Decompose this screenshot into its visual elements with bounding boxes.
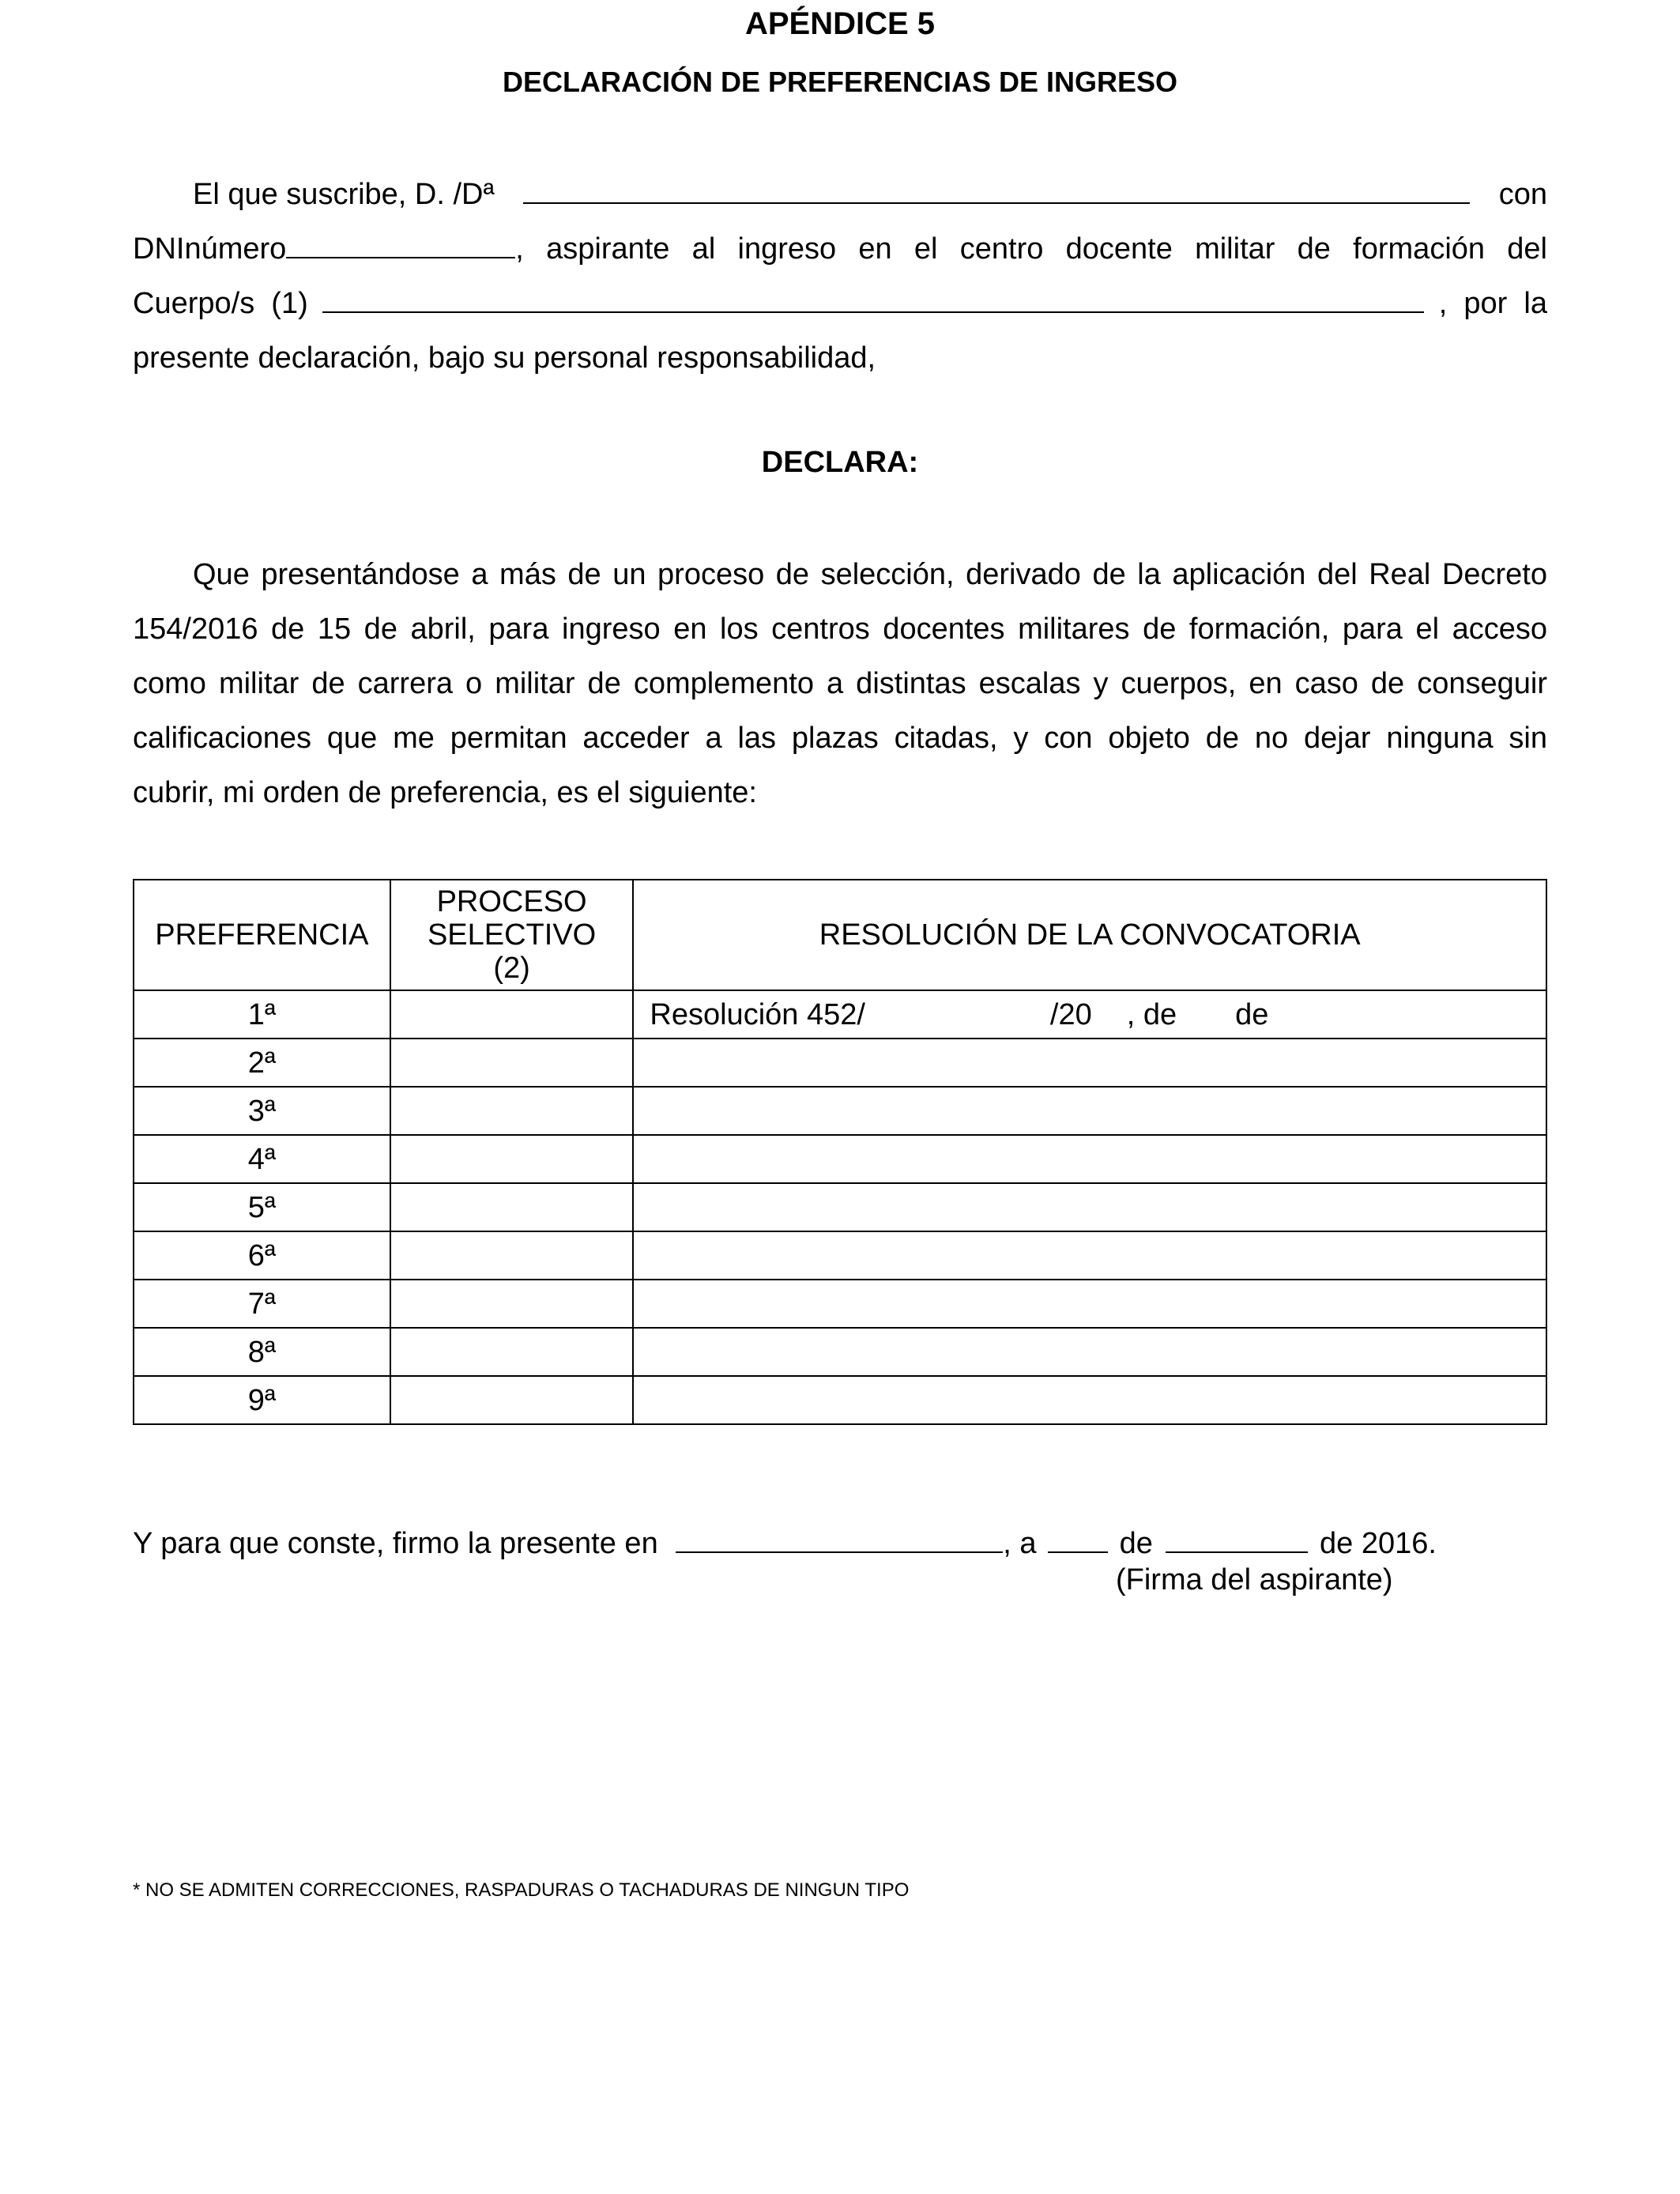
day-blank-field[interactable] bbox=[1048, 1525, 1108, 1553]
row-proceso-cell[interactable] bbox=[390, 1183, 634, 1231]
row-preference-number: 4ª bbox=[134, 1135, 390, 1183]
table-row bbox=[134, 1280, 1546, 1328]
name-blank-field[interactable] bbox=[523, 175, 1470, 204]
row-proceso-cell[interactable] bbox=[390, 1328, 634, 1376]
body-line-2: 154/2016 de 15 de abril, para ingreso en los centros docentes militares de formación, para el acceso bbox=[133, 613, 1547, 646]
intro-line-2-rest bbox=[515, 230, 1547, 268]
table-row bbox=[134, 1087, 1546, 1135]
declara-heading: DECLARA: bbox=[761, 446, 919, 479]
dni-blank-field[interactable] bbox=[286, 230, 515, 258]
intro-dni-label: DNI bbox=[133, 232, 185, 266]
table-row bbox=[134, 1039, 1546, 1087]
closing-a: , a bbox=[1003, 1527, 1037, 1560]
row-resolucion-cell[interactable] bbox=[633, 1039, 1546, 1087]
table-header-row bbox=[134, 880, 1546, 990]
header-preferencia: PREFERENCIA bbox=[134, 880, 390, 990]
body-line-5: cubrir, mi orden de preferencia, es el siguiente: bbox=[133, 776, 757, 809]
row-proceso-cell[interactable] bbox=[390, 990, 634, 1039]
row-resolucion-cell[interactable] bbox=[633, 1376, 1546, 1424]
resolucion-text-3: , de bbox=[1126, 997, 1177, 1031]
intro-numero-label: número bbox=[184, 232, 287, 266]
row-proceso-cell[interactable] bbox=[390, 1231, 634, 1280]
signature-label: (Firma del aspirante) bbox=[1116, 1563, 1393, 1596]
row-proceso-cell[interactable] bbox=[390, 1039, 634, 1087]
header-proceso-selectivo bbox=[390, 880, 634, 990]
place-blank-field[interactable] bbox=[676, 1525, 1003, 1553]
header-resolucion: RESOLUCIÓN DE LA CONVOCATORIA bbox=[633, 880, 1546, 990]
body-line-3: como militar de carrera o militar de complemento a distintas escalas y cuerpos, en caso de conseguir bbox=[133, 667, 1547, 700]
table-row bbox=[134, 1135, 1546, 1183]
intro-line-3 bbox=[133, 285, 1547, 322]
closing-de: de bbox=[1119, 1527, 1153, 1560]
table-row bbox=[134, 1231, 1546, 1280]
table-row bbox=[134, 1376, 1546, 1424]
intro-con-label: con bbox=[1498, 178, 1547, 211]
row-preference-number: 7ª bbox=[134, 1280, 390, 1328]
resolucion-text-1: Resolución 452/ bbox=[650, 997, 865, 1031]
intro-line-2 bbox=[133, 230, 1547, 268]
row-resolucion-cell[interactable] bbox=[633, 1328, 1546, 1376]
intro-cuerpos-label: Cuerpo/s (1) bbox=[133, 287, 308, 320]
appendix-heading: APÉNDICE 5 bbox=[744, 6, 936, 41]
row-proceso-cell[interactable] bbox=[390, 1376, 634, 1424]
intro-aspirante-text: , aspirante al ingreso en el centro docente militar de formación del bbox=[515, 232, 1547, 266]
table-row bbox=[134, 1328, 1546, 1376]
body-line-4: calificaciones que me permitan acceder a las plazas citadas, y con objeto de no dejar ninguna sin bbox=[133, 722, 1547, 755]
resolucion-text-4: de bbox=[1235, 997, 1269, 1031]
document-title: DECLARACIÓN DE PREFERENCIAS DE INGRESO bbox=[502, 66, 1178, 98]
intro-name-label: El que suscribe, D. /Dª bbox=[193, 178, 495, 211]
row-preference-number: 5ª bbox=[134, 1183, 390, 1231]
cuerpos-blank-field[interactable] bbox=[322, 285, 1424, 313]
body-line-1: Que presentándose a más de un proceso de selección, derivado de la aplicación del Real Decreto bbox=[193, 558, 1547, 591]
row-proceso-cell[interactable] bbox=[390, 1280, 634, 1328]
closing-prefix: Y para que conste, firmo la presente en bbox=[133, 1527, 658, 1560]
preferences-table bbox=[133, 879, 1547, 1425]
intro-line-1 bbox=[133, 175, 1547, 213]
intro-line-4: presente declaración, bajo su personal responsabilidad, bbox=[133, 341, 876, 375]
row-resolucion-cell[interactable] bbox=[633, 1280, 1546, 1328]
month-blank-field[interactable] bbox=[1166, 1525, 1308, 1553]
footnote: * NO SE ADMITEN CORRECCIONES, RASPADURAS O TACHADURAS DE NINGUN TIPO bbox=[133, 1879, 910, 1901]
row-resolucion-cell[interactable] bbox=[633, 1183, 1546, 1231]
row-preference-number: 6ª bbox=[134, 1231, 390, 1280]
intro-por-la-label: , por la bbox=[1438, 287, 1547, 320]
row-preference-number: 2ª bbox=[134, 1039, 390, 1087]
row-resolucion-cell[interactable] bbox=[633, 1231, 1546, 1280]
row-preference-number: 3ª bbox=[134, 1087, 390, 1135]
closing-year: de 2016. bbox=[1320, 1527, 1437, 1560]
header-proceso-line3: (2) bbox=[493, 952, 530, 985]
row-proceso-cell[interactable] bbox=[390, 1135, 634, 1183]
table-row bbox=[134, 1183, 1546, 1231]
row-proceso-cell[interactable] bbox=[390, 1087, 634, 1135]
header-proceso-line2: SELECTIVO bbox=[427, 918, 597, 952]
row-resolucion-cell[interactable] bbox=[633, 1135, 1546, 1183]
header-proceso-line1: PROCESO bbox=[436, 885, 587, 918]
row-preference-number: 9ª bbox=[134, 1376, 390, 1424]
row-resolucion-cell[interactable] bbox=[633, 990, 1546, 1039]
row-preference-number: 8ª bbox=[134, 1328, 390, 1376]
row-preference-number: 1ª bbox=[134, 990, 390, 1039]
table-row bbox=[134, 990, 1546, 1039]
resolucion-text-2: /20 bbox=[1049, 997, 1092, 1031]
closing-line bbox=[133, 1525, 1547, 1563]
row-resolucion-cell[interactable] bbox=[633, 1087, 1546, 1135]
